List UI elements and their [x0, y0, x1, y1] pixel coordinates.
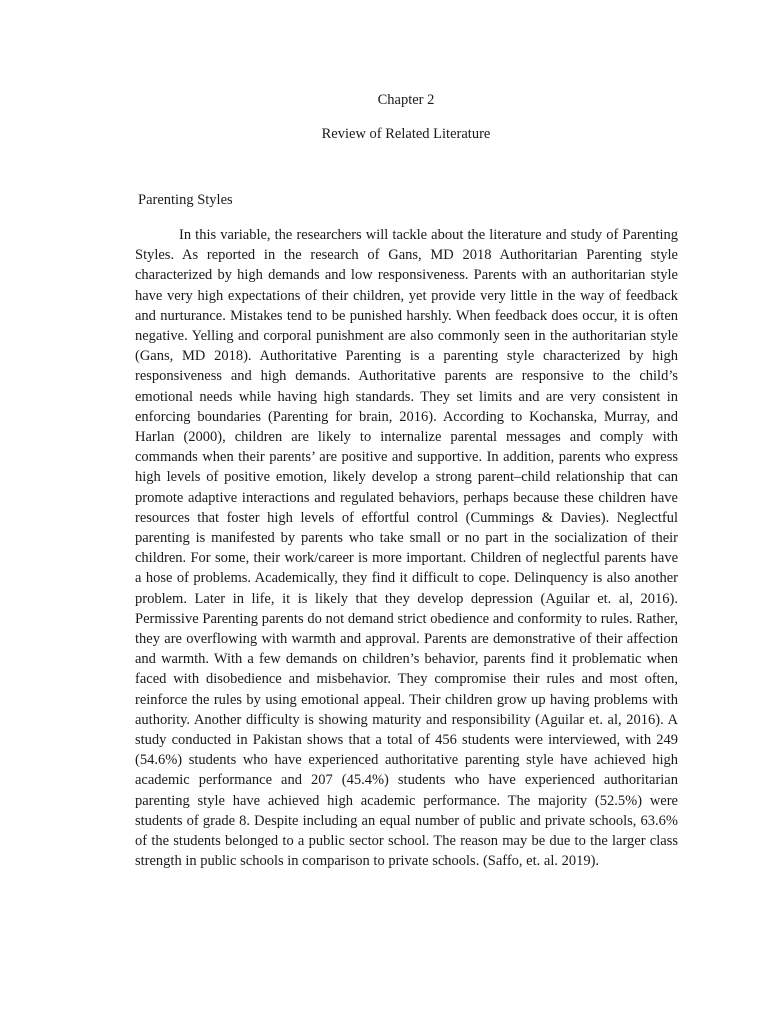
chapter-label: Chapter 2	[377, 92, 435, 108]
section-heading: Parenting Styles	[138, 192, 233, 208]
body-paragraph: In this variable, the researchers will tackle about the literature and study of Parenting Styles. As reported in the research of Gans, MD 2018 Authoritarian Parenting style characterized by high demands and low responsiveness. Parents with an authoritarian style have very high expectations of their children, yet provide very little in the way of feedback and nurturance. Mistakes tend to be punished harshly. When feedback does occur, it is often negative. Yelling and corporal punishment are also commonly seen in the authoritarian style (Gans, MD 2018). Authoritative Parenting is a parenting style characterized by high responsiveness and high demands. Authoritative parents are responsive to the child’s emotional needs while having high standards. They set limits and are very consistent in enforcing boundaries (Parenting for brain, 2016). According to Kochanska, Murray, and Harlan (2000), children are likely to internalize parental messages and comply with commands when their parents’ are positive and supportive. In addition, parents who express high levels of positive emotion, likely develop a strong parent–child relationship that can promote adaptive interactions and regulated behaviors, perhaps because these children have resources that foster high levels of effortful control (Cummings & Davies). Neglectful parenting is manifested by parents who take small or no part in the socialization of their children. For some, their work/career is more important. Children of neglectful parents have a hose of problems. Academically, they find it difficult to cope. Delinquency is also another problem. Later in life, it is likely that they develop depression (Aguilar et. al, 2016). Permissive Parenting parents do not demand strict obedience and conformity to rules. Rather, they are overflowing with warmth and approval. Parents are demonstrative of their affection and warmth. With a few demands on children’s behavior, parents find it problematic when faced with disobedience and misbehavior. They compromise their rules and most often, reinforce the rules by using emotional appeal. Their children grow up having problems with authority. Another difficulty is showing maturity and responsibility (Aguilar et. al, 2016). A study conducted in Pakistan shows that a total of 456 students were interviewed, with 249 (54.6%) students who have experienced authoritative parenting style have achieved high academic performance and 207 (45.4%) students who have experienced authoritarian parenting style have achieved high academic performance. The majority (52.5%) were students of grade 8. Despite including an equal number of public and private schools, 63.6% of the students belonged to a public sector school. The reason may be due to the larger class strength in public schools in comparison to private schools. (Saffo, et. al. 2019).	[135, 227, 678, 870]
chapter-title: Review of Related Literature	[321, 126, 491, 142]
